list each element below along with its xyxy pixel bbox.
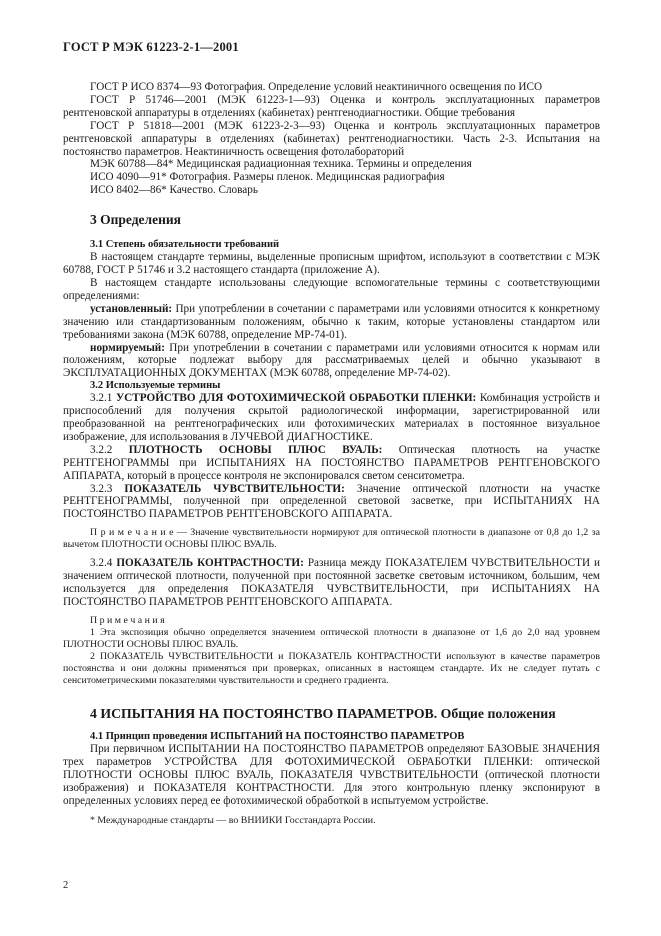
note-item: 1 Эта экспозиция обычно определяется значением оптической плотности в диапазоне от 1,6 до 2,0 над уровнем ПЛОТНОСТИ ОСНОВЫ ПЛЮС ВУАЛЬ. bbox=[63, 626, 600, 650]
definition-text: Значение оптической плотности на участке РЕНТГЕНОГРАММЫ, полученной при определенной световой засветке, при ИСПЫТАНИЯХ НА ПОСТОЯНСТВО ПАРАМЕТРОВ РЕНТГЕНОВСКОГО АППАРАТА. bbox=[63, 482, 601, 521]
definition-text: Оптическая плотность на участке РЕНТГЕНОГРАММЫ при ИСПЫТАНИЯХ НА ПОСТОЯНСТВО ПАРАМЕТРОВ РЕНТГЕНОВСКОГО АППАРАТА, который в процессе контроля не экспонировался светом сенситометра. bbox=[63, 443, 601, 482]
term-number: 3.2.1 bbox=[90, 392, 116, 405]
term-3-2-4 bbox=[63, 557, 600, 609]
definition-text: Комбинация устройств и приспособлений для получения скрытой радиологической информации, зарегистрированной или преобразованной на рентгенографических или фотохимических материалах в постоянное визуальное изображение, для использования в ЛУЧЕВОЙ ДИАГНОСТИКЕ. bbox=[63, 392, 601, 443]
term: установленный: bbox=[90, 302, 173, 315]
subsection-3-1-heading: 3.1 Степень обязательности требований bbox=[90, 239, 280, 251]
definition-normalized bbox=[63, 342, 600, 381]
paragraph: При первичном ИСПЫТАНИИ НА ПОСТОЯНСТВО ПАРАМЕТРОВ определяют БАЗОВЫЕ ЗНАЧЕНИЯ трех параметров УСТРОЙСТВА ДЛЯ ФОТОХИМИЧЕСКОЙ ОБРАБОТКИ ПЛЕНКИ: оптической ПЛОТНОСТИ ОСНОВЫ ПЛЮС ВУАЛЬ, ПОКАЗАТЕЛЯ ЧУВСТВИТЕЛЬНОСТИ (оптической плотности изображения) и ПОКАЗАТЕЛЯ КОНТРАСТНОСТИ. Для этого контрольную пленку экспонируют в определенных условиях перед ее фотохимической обработкой в испытуемом устройстве. bbox=[63, 742, 600, 807]
definition-established bbox=[63, 303, 600, 342]
term-3-2-2 bbox=[63, 444, 600, 483]
term-3-2-3 bbox=[63, 483, 600, 522]
definition-text: При употреблении в сочетании с параметрами или условиями относится к нормам или положениям, которые подлежат выбору для рассматриваемых целей и обычно указывают в ЭКСПЛУАТАЦИОННЫХ ДОКУМЕНТАХ (МЭК 60788, определение МР-74-02). bbox=[63, 341, 600, 380]
reference-item: ГОСТ Р 51746—2001 (МЭК 61223-1—93) Оценка и контроль эксплуатационных параметров рентгеновской аппаратуры в отделениях (кабинетах) рентгенодиагностики. Общие требования bbox=[63, 93, 600, 119]
reference-item: ИСО 4090—91* Фотография. Размеры пленок. Медицинская радиография bbox=[90, 171, 445, 184]
term: ПОКАЗАТЕЛЬ КОНТРАСТНОСТИ: bbox=[116, 557, 304, 570]
definition-text: Разница между ПОКАЗАТЕЛЕМ ЧУВСТВИТЕЛЬНОСТИ и значением оптической плотности, полученной при постоянной засветке световым источником, большим, чем используется для определения ПОКАЗАТЕЛЯ ЧУВСТВИТЕЛЬНОСТИ, при ИСПЫТАНИЯХ НА ПОСТОЯНСТВО ПАРАМЕТРОВ РЕНТГЕНОВСКОГО АППАРАТА. bbox=[63, 557, 601, 608]
page-number: 2 bbox=[63, 880, 69, 891]
note-item: 2 ПОКАЗАТЕЛЬ ЧУВСТВИТЕЛЬНОСТИ и ПОКАЗАТЕЛЬ КОНТРАСТНОСТИ используют в качестве параметров постоянства и они должны применяться при проверках, описанных в настоящем стандарте. Их не следует путать с сенситометрическими показателями чувствительности и среднего градиента. bbox=[63, 650, 600, 686]
subsection-4-1-heading: 4.1 Принцип проведения ИСПЫТАНИЙ НА ПОСТОЯНСТВО ПАРАМЕТРОВ bbox=[90, 730, 465, 742]
page-content bbox=[63, 81, 600, 827]
notes-label: П р и м е ч а н и я bbox=[90, 614, 165, 626]
subsection-3-2-heading: 3.2 Используемые термины bbox=[90, 380, 221, 392]
definition-text: При употреблении в сочетании с параметрами или условиями относится к конкретному значению или стандартизованным положениям, обычно к таким, которые установлены стандартом или требованиями закона (МЭК 60788, определение МР-74-01). bbox=[63, 302, 600, 341]
note-text: — Значение чувствительности нормируют для оптической плотности в диапазоне от 0,8 до 1,2 за вычетом ПЛОТНОСТИ ОСНОВЫ ПЛЮС ВУАЛЬ. bbox=[63, 527, 600, 551]
page-header: ГОСТ Р МЭК 61223-2-1—2001 bbox=[63, 40, 239, 54]
section-4-heading: 4 ИСПЫТАНИЯ НА ПОСТОЯНСТВО ПАРАМЕТРОВ. Общие положения bbox=[90, 705, 556, 721]
footnote: * Международные стандарты — во ВНИИКИ Госстандарта России. bbox=[90, 815, 376, 827]
reference-item: ИСО 8402—86* Качество. Словарь bbox=[90, 184, 258, 197]
reference-item: ГОСТ Р 51818—2001 (МЭК 61223-2-3—93) Оценка и контроль эксплуатационных параметров рентгеновской аппаратуры в отделениях (кабинетах) рентгенодиагностики. Часть 2-3. Испытания на постоянство параметров. Неактиничность освещения фотолабораторий bbox=[63, 119, 600, 158]
paragraph: В настоящем стандарте термины, выделенные прописным шрифтом, используют в соответствии с МЭК 60788, ГОСТ Р 51746 и 3.2 настоящего стандарта (приложение А). bbox=[63, 251, 600, 277]
term: ПОКАЗАТЕЛЬ ЧУВСТВИТЕЛЬНОСТИ: bbox=[124, 482, 345, 495]
section-3-heading: 3 Определения bbox=[90, 212, 181, 228]
term: ПЛОТНОСТЬ ОСНОВЫ ПЛЮС ВУАЛЬ: bbox=[128, 443, 383, 456]
note bbox=[63, 527, 600, 551]
note-label: П р и м е ч а н и е bbox=[90, 527, 174, 539]
term-number: 3.2.3 bbox=[90, 482, 125, 495]
term: УСТРОЙСТВО ДЛЯ ФОТОХИМИЧЕСКОЙ ОБРАБОТКИ ПЛЕНКИ: bbox=[115, 392, 477, 405]
term-number: 3.2.4 bbox=[90, 557, 117, 570]
paragraph: В настоящем стандарте использованы следующие вспомогательные термины с соответствующими определениями: bbox=[63, 276, 600, 302]
term-number: 3.2.2 bbox=[90, 443, 129, 456]
reference-item: ГОСТ Р ИСО 8374—93 Фотография. Определение условий неактиничного освещения по ИСО bbox=[90, 81, 543, 93]
term-3-2-1 bbox=[63, 392, 600, 444]
term: нормируемый: bbox=[90, 341, 165, 354]
reference-item: МЭК 60788—84* Медицинская радиационная техника. Термины и определения bbox=[90, 158, 472, 171]
